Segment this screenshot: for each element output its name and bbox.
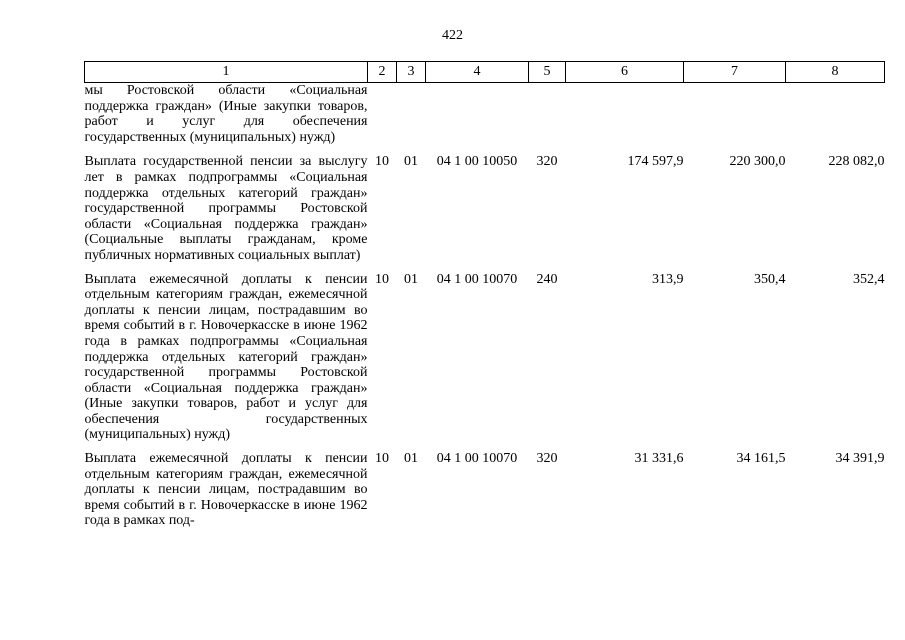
column-header: 7 — [684, 62, 786, 83]
cell-subsection — [397, 83, 426, 152]
column-header: 6 — [566, 62, 684, 83]
column-header: 5 — [529, 62, 566, 83]
table-row — [85, 151, 885, 269]
cell-target-code — [426, 83, 529, 152]
cell-expense-type: 320 — [536, 154, 558, 170]
cell-section: 10 — [375, 451, 389, 467]
cell-section — [368, 83, 397, 152]
column-header: 3 — [397, 62, 426, 83]
cell-amount-col6 — [566, 83, 684, 152]
table-row — [85, 270, 885, 450]
table-header-row — [85, 62, 885, 83]
column-header: 4 — [426, 62, 529, 83]
row-description: Выплата ежемесячной доплаты к пенсии отдельным категориям граждан, ежемесячной доплаты к пенсии лицам, пострадавшим во время событий в г. Новочеркасске в июне 1962 года в рамках под- — [84, 451, 368, 529]
budget-table — [84, 61, 885, 529]
page-number: 422 — [442, 28, 463, 43]
cell-target-code: 04 1 00 10070 — [436, 271, 518, 287]
cell-target-code: 04 1 00 10070 — [436, 451, 518, 467]
cell-amount-col6: 31 331,6 — [634, 451, 684, 467]
cell-amount-col7: 34 161,5 — [736, 451, 786, 467]
cell-subsection: 01 — [404, 154, 418, 170]
cell-subsection: 01 — [404, 271, 418, 287]
row-description: Выплата ежемесячной доплаты к пенсии отдельным категориям граждан, ежемесячной доплаты к пенсии лицам, пострадавшим во время событий в г. Новочеркасске в июне 1962 года в рамках подпрограммы «Социальная поддержка отдельных категорий граждан» государственной программы Ростовской области «Социальная поддержка граждан» (Иные закупки товаров, работ и услуг для обеспечения государственных (муниципальных) нужд) — [84, 271, 368, 443]
cell-subsection: 01 — [404, 451, 418, 467]
column-header: 8 — [786, 62, 885, 83]
cell-amount-col8: 228 082,0 — [828, 154, 885, 170]
cell-amount-col8: 34 391,9 — [835, 451, 885, 467]
cell-expense-type: 320 — [536, 451, 558, 467]
row-description: Выплата государственной пенсии за выслугу лет в рамках подпрограммы «Социальная поддержка отдельных категорий граждан» государственной программы Ростовской области «Социальная поддержка граждан» (Социальные выплаты гражданам, кроме публичных нормативных социальных выплат) — [84, 154, 368, 263]
cell-amount-col7 — [684, 83, 786, 152]
cell-expense-type — [529, 83, 566, 152]
cell-amount-col8 — [786, 83, 885, 152]
cell-amount-col8: 352,4 — [853, 271, 885, 287]
table-row — [85, 83, 885, 152]
cell-amount-col7: 220 300,0 — [729, 154, 786, 170]
table-row — [85, 449, 885, 529]
cell-amount-col7: 350,4 — [754, 271, 786, 287]
cell-target-code: 04 1 00 10050 — [436, 154, 518, 170]
column-header: 1 — [85, 62, 368, 83]
cell-section: 10 — [375, 271, 389, 287]
cell-amount-col6: 313,9 — [652, 271, 684, 287]
row-description: мы Ростовской области «Социальная поддержка граждан» (Иные закупки товаров, работ и услуг для обеспечения государственных (муниципальных) нужд) — [84, 83, 368, 145]
column-header: 2 — [368, 62, 397, 83]
cell-amount-col6: 174 597,9 — [627, 154, 684, 170]
cell-section: 10 — [375, 154, 389, 170]
cell-expense-type: 240 — [536, 271, 558, 287]
